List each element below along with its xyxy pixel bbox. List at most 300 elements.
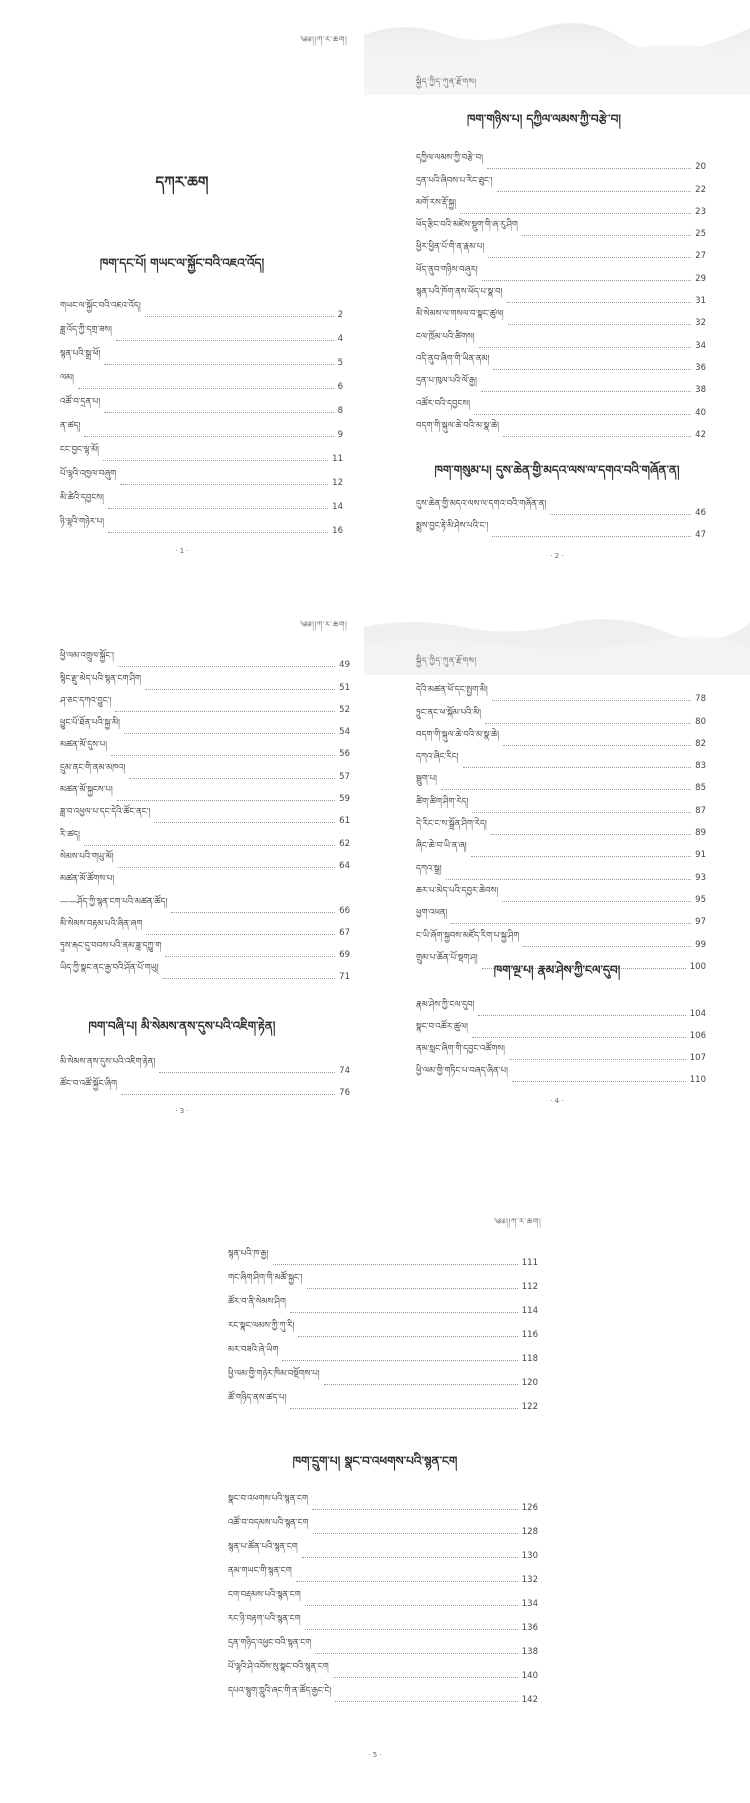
toc-entry-page: 128: [521, 1527, 538, 1537]
toc-entry-title: ནམ་གཡང་གི་སྙན་ངག: [228, 1566, 292, 1576]
toc-entry[interactable]: [228, 1489, 538, 1513]
dot-leader: [146, 934, 335, 935]
toc-list: [228, 1244, 538, 1412]
toc-entry-title: རི་ཚད།: [60, 829, 80, 840]
dot-leader: [273, 1264, 518, 1265]
toc-entry[interactable]: [416, 816, 706, 838]
dot-leader: [550, 514, 691, 515]
toc-entry[interactable]: [228, 1316, 538, 1340]
toc-entry-page: 87: [695, 805, 706, 816]
toc-list-2: [416, 997, 706, 1085]
toc-entry-title: ན་ཚད།: [60, 421, 81, 431]
dot-leader: [118, 867, 336, 868]
toc-entry-title: ཟླ་བ་འཕྱལ་པ་དང་དེའི་ཚོང་ནང་།: [60, 807, 151, 818]
toc-entry[interactable]: [60, 464, 343, 488]
dot-leader: [487, 168, 691, 169]
toc-entry-page: 80: [695, 716, 706, 727]
toc-entry-page: 42: [695, 429, 706, 440]
toc-entry[interactable]: [60, 804, 350, 826]
dot-leader: [296, 1581, 518, 1582]
dot-leader: [159, 1072, 335, 1073]
running-head: སྐྱིད་ཀྱིད་ཀུན་རྫོགས།: [416, 77, 477, 86]
toc-entry-title: འཚོར་བའི་དབྱངས།: [416, 398, 470, 409]
toc-entry-page: 25: [695, 229, 706, 240]
dot-leader: [145, 316, 334, 317]
toc-entry-page: 6: [337, 382, 343, 392]
toc-entry-title: རང་ཉི་བརྟག་པའི་སྙན་ངག: [228, 1614, 301, 1624]
toc-entry-page: 142: [521, 1695, 538, 1705]
toc-entry-page: 116: [521, 1330, 538, 1340]
toc-entry[interactable]: [60, 737, 350, 759]
toc-entry-page: 100: [689, 961, 706, 972]
toc-entry-title: ངལ་ཁྲོམ་པའི་ཚིགས།: [416, 331, 475, 342]
toc-entry-title: ཚོ་གཉིད་ནས་ཚད་པ།: [228, 1393, 287, 1403]
toc-entry[interactable]: [416, 771, 706, 793]
dot-leader: [471, 856, 691, 857]
toc-entry-page: 120: [521, 1378, 538, 1388]
toc-entry-title: ཕོད་ནུབ་གཉིས་བཞུར།: [416, 264, 478, 275]
toc-entry-page: 49: [339, 660, 350, 671]
dot-leader: [463, 767, 692, 768]
dot-leader: [313, 1533, 518, 1534]
section-title-2: ཁག་གསུམ་པ། དུས་ཆེན་གྱི་མདའ་ལས་ལ་དགའ་བའི་གཞོན་ན།: [434, 463, 680, 477]
dot-leader: [305, 1605, 518, 1606]
dot-leader: [290, 1312, 518, 1313]
toc-entry-title: ཕོད་རྩིང་བའི་མཛེས་སྡུག་གི་ཞ་རུ་ཤིག: [416, 220, 518, 231]
dot-leader: [121, 1094, 335, 1095]
dot-leader: [312, 1509, 518, 1510]
toc-entry[interactable]: [228, 1633, 538, 1657]
toc-list: [60, 296, 343, 536]
toc-entry-page: 71: [339, 972, 350, 983]
toc-entry-title: མཚན་མོ་སྐྱངས་པ།: [60, 785, 113, 796]
toc-entry-title: ཟླ་འོད་ཀྱི་དགྲ་ཟས།: [60, 325, 112, 335]
toc-entry[interactable]: [416, 1019, 706, 1041]
toc-entry[interactable]: [416, 727, 706, 749]
toc-entry[interactable]: [228, 1561, 538, 1585]
toc-entry-title: མཚན་མོ་དུས་པ།: [60, 740, 108, 751]
toc-entry[interactable]: [416, 373, 706, 395]
toc-entry-title: ཆར་པ་མེད་པའི་དབྱར་ཆེབས།: [416, 885, 499, 896]
dot-leader: [441, 789, 691, 790]
toc-entry[interactable]: [228, 1513, 538, 1537]
toc-entry-title: དྲན་པའི་ཞིབས་པ་རིང་ཐུང་།: [416, 175, 493, 186]
toc-entry-page: 138: [521, 1647, 538, 1657]
dot-leader: [171, 912, 335, 913]
dot-leader: [302, 1557, 518, 1558]
toc-entry-title: དྲུམ་ནང་གི་ནམ་མཁའ།: [60, 762, 126, 773]
toc-entry-page: 69: [339, 950, 350, 961]
dot-leader: [315, 1653, 518, 1654]
dot-leader: [165, 956, 335, 957]
toc-entry-page: 56: [339, 749, 350, 760]
toc-entry-title: དེའི་མཚན་ཕོ་དང་སྤྱག་མི།: [416, 685, 488, 696]
toc-entry-title: རང་སྣང་ལམས་ཀྱི་ཀུ་རི།: [228, 1321, 295, 1331]
toc-entry-title: ཏྲུང་ནང་ཕ་སྐོམ་པའི་མི།: [416, 707, 482, 718]
toc-entry-page: 5: [337, 358, 343, 368]
toc-entry-title: སྙིང་རྫུ་མེད་པའི་སྙན་ངག་ཤིག: [60, 673, 141, 684]
toc-entry[interactable]: [416, 749, 706, 771]
toc-entry-page: 4: [337, 334, 343, 344]
toc-entry-page: 62: [339, 838, 350, 849]
dot-leader: [497, 191, 692, 192]
toc-entry-title: སྣང་བ་འཕགས་པའི་སྙན་ངག: [228, 1494, 308, 1504]
toc-entry[interactable]: [416, 927, 706, 949]
dot-leader: [103, 460, 328, 461]
toc-entry[interactable]: [60, 849, 350, 871]
toc-entry[interactable]: [60, 938, 350, 960]
toc-entry-title: དྲན་གཉིད་འཕྱང་བའི་སྙན་ངག: [228, 1638, 312, 1648]
toc-entry-page: 110: [689, 1075, 706, 1085]
toc-entry-title: ཞིང་ཆེ་བ་ཡི་ན་ཞ།: [416, 841, 467, 852]
dot-leader: [290, 1408, 517, 1409]
dot-leader: [482, 280, 691, 281]
toc-entry-page: 32: [695, 318, 706, 329]
toc-entry-page: 93: [695, 872, 706, 883]
toc-entry-title: ཉི་ལྷའི་གཉེར་པ།: [60, 517, 104, 527]
toc-entry-page: 11: [332, 454, 343, 464]
toc-entry[interactable]: [228, 1340, 538, 1364]
dot-leader: [512, 1081, 686, 1082]
toc-entry-title: དུས་ཆེན་གྱི་མདའ་ལས་ལ་དགའ་བའི་གཞོན་ན།: [416, 499, 547, 509]
toc-entry-page: 66: [339, 905, 350, 916]
toc-entry-page: 8: [337, 406, 343, 416]
toc-entry-title: དེ་རིང་ང་ས་སྒྲོན་ཤིག་རེད།: [416, 819, 487, 830]
toc-entry[interactable]: [228, 1244, 538, 1268]
section-title: ཁག་བཞི་པ། མི་སེམས་ནས་དུས་པའི་འཇིག་རྟེན།: [88, 1019, 276, 1033]
toc-entry[interactable]: [416, 860, 706, 882]
toc-list-2: [60, 1054, 350, 1098]
dot-leader: [84, 845, 335, 846]
toc-entry-title: པོ་ལྷའི་འཁྱལ་བཞུག: [60, 469, 117, 479]
toc-entry[interactable]: [416, 239, 706, 261]
dot-leader: [104, 412, 333, 413]
toc-entry-page: 16: [332, 526, 343, 536]
dot-leader: [108, 508, 328, 509]
toc-entry-page: 61: [339, 816, 350, 827]
page-number: · 2 ·: [550, 552, 564, 560]
toc-entry-title: པོ་ལྷའི་ཤེ་འབོས་སུ་སྣང་བའི་སྙན་ངག: [228, 1662, 329, 1672]
toc-entry-title: ཚིག་ཚིག་ཤིག་རེད།: [416, 796, 469, 807]
toc-entry-title: སྙན་པའི་ཁོག་ནས་ཕོད་པ་སྣ་བ།: [416, 287, 503, 298]
toc-entry[interactable]: [60, 916, 350, 938]
toc-entry[interactable]: [60, 693, 350, 715]
toc-entry-page: 118: [521, 1354, 538, 1364]
toc-entry-page: 64: [339, 860, 350, 871]
section-title: ཁག་དྲུག་པ། སྣང་བ་འཕགས་པའི་སྙན་ངག: [292, 1454, 458, 1468]
dot-leader: [115, 711, 335, 712]
dot-leader: [472, 1037, 686, 1038]
toc-entry-page: 51: [339, 682, 350, 693]
toc-entry-page: 47: [695, 530, 706, 540]
toc-entry[interactable]: [416, 351, 706, 373]
toc-entry-title: མགོ་རས་རྡོ་སྐྱ།: [416, 197, 456, 208]
toc-entry[interactable]: [60, 368, 343, 392]
page-2: [364, 0, 750, 560]
toc-entry-title: ཡིད་ཀྱི་སྣང་ནང་རྒྱ་བའི་ཤོན་པོ་གཡུ།: [60, 963, 159, 974]
toc-entry[interactable]: [60, 512, 343, 536]
toc-entry[interactable]: [416, 217, 706, 239]
toc-entry-page: 12: [332, 478, 343, 488]
toc-entry-page: 14: [332, 502, 343, 512]
toc-entry-title: གྲུམ་པ་ཆོན་པོ་སྡག་ཤ།: [416, 952, 478, 963]
toc-entry-page: 22: [695, 184, 706, 195]
toc-entry-title: སྦྲུག་པ།: [416, 774, 437, 785]
toc-entry[interactable]: [416, 838, 706, 860]
toc-entry-title: མི་སེམས་ལ་གསལ་བ་སྣང་ཚུལ།: [416, 309, 504, 320]
toc-entry[interactable]: [228, 1388, 538, 1412]
dot-leader: [120, 484, 328, 485]
toc-entry[interactable]: [416, 195, 706, 217]
spread-1: [0, 0, 750, 560]
toc-entry[interactable]: [416, 1041, 706, 1063]
toc-entry-page: 122: [521, 1402, 538, 1412]
toc-entry[interactable]: [416, 905, 706, 927]
toc-entry[interactable]: [416, 418, 706, 440]
section-title: ཁག་གཉིས་པ། དཀྱིལ་ལམས་ཀྱི་བརྩེ་བ།: [467, 112, 621, 126]
page-number: · 4 ·: [550, 1097, 564, 1105]
toc-entry-page: 126: [521, 1503, 538, 1513]
dot-leader: [117, 800, 335, 801]
toc-entry-title: ཕྱི་ལམ་གྱི་གཏིང་པ་བཞད་ཞིན་པ།: [416, 1066, 508, 1076]
spread-2: [0, 605, 750, 1125]
dot-leader: [474, 414, 691, 415]
dot-leader: [502, 901, 691, 902]
page-number: · 5 ·: [368, 1751, 382, 1759]
toc-entry[interactable]: [60, 648, 350, 670]
toc-entry[interactable]: [60, 715, 350, 737]
toc-entry-page: 31: [695, 296, 706, 307]
page-4: [364, 605, 750, 1125]
dot-leader: [111, 755, 335, 756]
toc-entry-page: 83: [695, 761, 706, 772]
toc-entry-title: འཚོ་བ་དྲན་པ།: [60, 397, 101, 407]
toc-entry-page: 82: [695, 738, 706, 749]
toc-list: [60, 648, 350, 982]
dot-leader: [451, 923, 691, 924]
dot-leader: [481, 391, 691, 392]
toc-entry-page: 40: [695, 407, 706, 418]
dot-leader: [503, 436, 691, 437]
dot-leader: [104, 364, 333, 365]
dot-leader: [129, 778, 335, 779]
toc-entry-title: སྨྲས་བྱང་རྟེ་མི་ཤེས་པའི་ང་།: [416, 521, 489, 531]
toc-entry[interactable]: [228, 1657, 538, 1681]
toc-entry-page: 76: [339, 1088, 350, 1098]
toc-entry-page: 140: [521, 1671, 538, 1681]
toc-entry[interactable]: [416, 284, 706, 306]
toc-entry-page: 27: [695, 251, 706, 262]
toc-entry[interactable]: [60, 782, 350, 804]
toc-title: དཀར་ཆག: [155, 173, 209, 191]
toc-entry-title: དཀའ་ཞིང་རིང།: [416, 752, 459, 763]
toc-entry[interactable]: [60, 871, 350, 893]
toc-entry-title: མི་སེམས་ནས་དུས་པའི་འཇིག་རྟེན།: [60, 1057, 156, 1067]
toc-entry-title: ཤ་ཅང་དཀའ་བྱུང་།: [60, 695, 112, 706]
toc-entry-page: 36: [695, 362, 706, 373]
toc-entry-page: 52: [339, 704, 350, 715]
dot-leader: [145, 689, 335, 690]
toc-entry-title: ཕྱུང་པོ་ཐོན་པའི་སྐྱ་མི།: [60, 718, 120, 729]
toc-entry[interactable]: [60, 488, 343, 512]
dot-leader: [333, 1677, 518, 1678]
dot-leader: [84, 436, 333, 437]
toc-entry-title: འཚོ་བ་བདམས་པའི་སྙན་ངག: [228, 1518, 309, 1528]
toc-entry[interactable]: [228, 1364, 538, 1388]
running-head: སྐྱིད་ཀྱིད་ཀུན་རྫོགས།: [416, 656, 477, 665]
dot-leader: [488, 257, 691, 258]
toc-entry-page: 132: [521, 1575, 538, 1585]
toc-entry-page: 78: [695, 694, 706, 705]
dot-leader: [282, 1360, 517, 1361]
toc-entry-page: 67: [339, 927, 350, 938]
page-number: · 1 ·: [175, 547, 189, 555]
toc-entry-title: མི་ཚེའི་དབྱངས།: [60, 493, 104, 503]
toc-entry[interactable]: [60, 416, 343, 440]
toc-entry-title: ཚོང་བ་འཚོ་སྐྱོང་ཞིག: [60, 1079, 118, 1089]
dot-leader: [446, 879, 692, 880]
toc-entry[interactable]: [416, 261, 706, 283]
toc-entry[interactable]: [416, 704, 706, 726]
toc-entry-title: དཀའ་སྒྲ།: [416, 863, 442, 874]
running-head: ༄༅།།ཀ་ར་ཆག།: [300, 620, 348, 629]
toc-entry-title: མི་སེམས་བརྟམ་པའི་ཞིན་ཞག: [60, 918, 143, 929]
running-head: ༄༅།།ཀ་ར་ཆག།: [300, 35, 348, 44]
toc-list-2: [228, 1489, 538, 1705]
toc-entry[interactable]: [416, 150, 706, 172]
dot-leader: [118, 666, 335, 667]
toc-entry-title: མཚན་མོ་ཚོགས་པ།: [60, 874, 115, 885]
toc-entry-page: 99: [695, 939, 706, 950]
toc-entry[interactable]: [60, 670, 350, 692]
toc-entry-title: ངག་བརྡམས་པའི་སྙན་ངག: [228, 1590, 301, 1600]
toc-entry-page: 89: [695, 828, 706, 839]
toc-entry[interactable]: [416, 518, 706, 540]
toc-entry[interactable]: [228, 1292, 538, 1316]
toc-entry[interactable]: [416, 793, 706, 815]
toc-entry-page: 111: [521, 1258, 538, 1268]
toc-entry[interactable]: [60, 392, 343, 416]
toc-entry-page: 95: [695, 894, 706, 905]
dot-leader: [507, 302, 692, 303]
toc-entry-page: 114: [521, 1306, 538, 1316]
toc-entry-title: ཕྱི་ལམ་འགྲུལ་སྐྱོང་།: [60, 651, 114, 662]
dot-leader: [307, 1288, 518, 1289]
toc-entry[interactable]: [60, 344, 343, 368]
dot-leader: [460, 213, 691, 214]
dot-leader: [124, 733, 335, 734]
toc-entry[interactable]: [228, 1268, 538, 1292]
toc-entry[interactable]: [416, 395, 706, 417]
toc-entry[interactable]: [416, 172, 706, 194]
toc-entry-title: དཀྱིལ་ལམས་ཀྱི་བརྩེ་བ།: [416, 153, 483, 164]
section-title: ཁག་དང་པོ། གཡང་ལ་སྐྱོང་བའི་འཇའ་འོད།: [99, 256, 265, 270]
toc-entry-page: 2: [337, 310, 343, 320]
section-title: ཁག་ལྔ་པ། རྣམ་ཤེས་ཀྱི་ངལ་དུབ།: [493, 963, 621, 977]
dot-leader: [509, 1059, 686, 1060]
toc-entry[interactable]: [416, 306, 706, 328]
dot-leader: [478, 1015, 685, 1016]
toc-entry-title: སྙན་པའི་སྒྲ་ཕོ།: [60, 349, 101, 359]
dot-leader: [492, 700, 691, 701]
toc-entry-title: བདག་གི་སྐུལ་ཆེ་བའི་མ་སྣ་ཆེ།: [416, 420, 500, 431]
toc-entry-title: དྲན་པ་ཁུལ་པའི་ལོ་རྒྱ།: [416, 376, 477, 387]
toc-entry[interactable]: [416, 496, 706, 518]
toc-entry[interactable]: [416, 682, 706, 704]
toc-entry[interactable]: [228, 1681, 538, 1705]
toc-entry[interactable]: [228, 1609, 538, 1633]
dot-leader: [523, 946, 691, 947]
page-3: [0, 605, 364, 1125]
toc-entry[interactable]: [60, 960, 350, 982]
toc-entry[interactable]: [60, 440, 343, 464]
toc-entry[interactable]: [60, 759, 350, 781]
toc-entry[interactable]: [228, 1585, 538, 1609]
dot-leader: [472, 812, 691, 813]
toc-entry-title: འདི་ནུབ་ཞིག་གི་ཡིན་ནམ།: [416, 353, 490, 364]
dot-leader: [154, 822, 335, 823]
toc-entry-title: ནམ་སླང་ཞིག་གི་དབྱང་འཚོགས།: [416, 1044, 505, 1054]
toc-entry-page: 34: [695, 340, 706, 351]
toc-entry[interactable]: [416, 328, 706, 350]
toc-entry-title: ཚོར་བ་ནི་སེམས་ཤིག: [228, 1297, 286, 1307]
toc-entry[interactable]: [60, 320, 343, 344]
page-5: [0, 1190, 750, 1790]
toc-entry-page: 104: [689, 1009, 706, 1019]
toc-entry-page: 9: [337, 430, 343, 440]
toc-entry-title: ཏུས་རྐང་དུ་བབས་པའི་ནམ་ཟླ་དཀྱུ་ག: [60, 941, 162, 952]
toc-entry-page: 112: [521, 1282, 538, 1292]
toc-entry-page: 91: [695, 850, 706, 861]
toc-entry[interactable]: [60, 826, 350, 848]
toc-entry-title: དཔའ་སྙུག་ཀླུའི་ཞང་གི་ན་ཚོད་རྒྱང་ངེ།: [228, 1686, 332, 1696]
toc-entry[interactable]: [60, 1054, 350, 1076]
dot-leader: [492, 536, 691, 537]
dot-leader: [163, 978, 336, 979]
toc-entry-page: 85: [695, 783, 706, 794]
toc-entry[interactable]: [228, 1537, 538, 1561]
toc-entry-page: 134: [521, 1599, 538, 1609]
toc-entry[interactable]: [60, 296, 343, 320]
toc-entry-page: 54: [339, 727, 350, 738]
toc-entry-title: གང་ཞིག་ཤིག་གི་མཚོ་སྐྱང་།: [228, 1273, 303, 1283]
toc-entry-page: 74: [339, 1066, 350, 1076]
toc-entry-title: སེམས་པའི་གཡུ་མོ།: [60, 851, 114, 862]
dot-leader: [479, 347, 692, 348]
toc-entry-title: མར་བཟའི་ཞེ་ཡིག: [228, 1345, 279, 1355]
toc-entry[interactable]: [60, 1076, 350, 1098]
toc-entry[interactable]: [416, 1063, 706, 1085]
toc-entry[interactable]: [416, 883, 706, 905]
toc-entry[interactable]: [60, 893, 350, 915]
toc-entry-page: 20: [695, 162, 706, 173]
toc-entry-page: 23: [695, 206, 706, 217]
toc-entry[interactable]: [416, 997, 706, 1019]
dot-leader: [522, 235, 691, 236]
dot-leader: [305, 1629, 518, 1630]
toc-entry-title: ཕྱིར་ཕྱིན་པོ་གི་ན་རྣམ་པ།: [416, 242, 485, 253]
dot-leader: [78, 388, 334, 389]
toc-entry-page: 59: [339, 794, 350, 805]
toc-list-2: [416, 496, 706, 540]
dot-leader: [116, 340, 334, 341]
toc-list: [416, 150, 706, 440]
toc-entry-title: སྙན་པའི་ཁ་རྒྱ།: [228, 1249, 269, 1259]
toc-entry-title: བདག་གི་སྐུལ་ཆེ་བའི་མ་སྣ་ཆེ།: [416, 729, 500, 740]
running-head: ༄༅།།ཀ་ར་ཆག།: [494, 1217, 542, 1226]
toc-entry-page: 107: [689, 1053, 706, 1063]
dot-leader: [503, 745, 691, 746]
